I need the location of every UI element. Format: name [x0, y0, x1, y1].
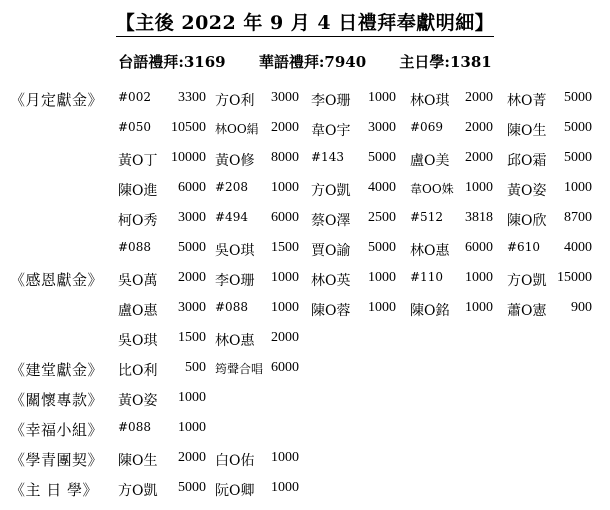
offering-row [0, 476, 610, 506]
donation-amount: 6000 [271, 210, 299, 225]
donation-amount: 10000 [171, 150, 206, 165]
donor-name: 陳O生 [507, 123, 547, 139]
attendance-sunday-school: 主日學:1381 [399, 53, 492, 71]
donation-amount: 10500 [171, 120, 206, 135]
donor-name: 韋OO姝 [410, 182, 454, 196]
donor-name: 黃O姿 [507, 183, 547, 199]
donation-amount: 5000 [564, 150, 592, 165]
donor-name: 林O英 [311, 273, 351, 289]
donor-name: 盧O美 [410, 153, 450, 169]
donor-name: 吳O琪 [215, 243, 255, 259]
attendance-summary [0, 51, 610, 72]
donation-amount: 3000 [178, 300, 206, 315]
donation-amount: 1000 [368, 90, 396, 105]
donation-amount: 2000 [178, 450, 206, 465]
donation-amount: 1000 [271, 300, 299, 315]
donor-name: 邱O霜 [507, 153, 547, 169]
donation-amount: 3000 [368, 120, 396, 135]
donor-name: #143 [311, 150, 344, 164]
donation-amount: 8700 [564, 210, 592, 225]
donation-amount: 1000 [368, 300, 396, 315]
offering-row [0, 266, 610, 296]
donation-amount: 2000 [271, 120, 299, 135]
donation-amount: 4000 [564, 240, 592, 255]
donation-amount: 5000 [564, 90, 592, 105]
donation-amount: 2000 [465, 120, 493, 135]
donation-amount: 900 [571, 300, 592, 315]
donation-amount: 1000 [178, 390, 206, 405]
donor-name: 盧O惠 [118, 303, 158, 319]
report-title [0, 8, 610, 37]
offering-row [0, 326, 610, 356]
donor-name: 陳O生 [118, 453, 158, 469]
donor-name: 吳O萬 [118, 273, 158, 289]
donor-name: 陳O蓉 [311, 303, 351, 319]
donation-amount: 5000 [368, 150, 396, 165]
donation-amount: 2000 [465, 90, 493, 105]
donor-name: 柯O秀 [118, 213, 158, 229]
donation-amount: 1000 [465, 180, 493, 195]
donor-name: 陳O欣 [507, 213, 547, 229]
donor-name: 阮O卿 [215, 483, 255, 499]
donation-amount: 1000 [465, 270, 493, 285]
donation-amount: 500 [185, 360, 206, 375]
donor-name: 林O菁 [507, 93, 547, 109]
donation-amount: 1000 [271, 480, 299, 495]
attendance-mandarin: 華語禮拜:7940 [258, 53, 367, 71]
offering-row [0, 176, 610, 206]
offering-row [0, 296, 610, 326]
offering-row [0, 446, 610, 476]
donor-name: 李O珊 [215, 273, 255, 289]
donation-amount: 3300 [178, 90, 206, 105]
category-label: 《建堂獻金》 [10, 361, 104, 379]
donation-amount: 2000 [465, 150, 493, 165]
offering-row [0, 146, 610, 176]
donor-name: 蕭O憲 [507, 303, 547, 319]
donation-amount: 3818 [465, 210, 493, 225]
donation-amount: 1000 [465, 300, 493, 315]
offering-row [0, 236, 610, 266]
donor-name: 黃O修 [215, 153, 255, 169]
donor-name: #494 [215, 210, 248, 224]
donor-name: 方O利 [215, 93, 255, 109]
donor-name: 黃O姿 [118, 393, 158, 409]
donor-name: 林O琪 [410, 93, 450, 109]
donation-amount: 3000 [271, 90, 299, 105]
donation-amount: 2500 [368, 210, 396, 225]
donor-name: 李O珊 [311, 93, 351, 109]
donor-name: #088 [215, 300, 248, 314]
donation-amount: 1000 [368, 270, 396, 285]
donor-name: #110 [410, 270, 443, 284]
donation-amount: 1000 [271, 180, 299, 195]
donor-name: 蔡O澤 [311, 213, 351, 229]
donation-amount: 1500 [271, 240, 299, 255]
category-label: 《主 日 學》 [10, 481, 99, 499]
donation-amount: 1000 [271, 270, 299, 285]
donor-name: 林OO絹 [215, 122, 259, 136]
donor-name: #050 [118, 120, 151, 134]
donation-amount: 6000 [271, 360, 299, 375]
category-label: 《幸福小組》 [10, 421, 104, 439]
donor-name: 林O惠 [215, 333, 255, 349]
donation-amount: 2000 [178, 270, 206, 285]
offering-list [0, 86, 610, 506]
donor-name: #088 [118, 240, 151, 254]
donation-amount: 2000 [271, 330, 299, 345]
donor-name: 陳O進 [118, 183, 158, 199]
donation-amount: 15000 [557, 270, 592, 285]
category-label: 《感恩獻金》 [10, 271, 104, 289]
category-label: 《關懷專款》 [10, 391, 104, 409]
donation-amount: 1000 [564, 180, 592, 195]
donor-name: 陳O銘 [410, 303, 450, 319]
donor-name: #002 [118, 90, 151, 104]
donor-name: 賈O諭 [311, 243, 351, 259]
donation-amount: 5000 [178, 480, 206, 495]
offering-row [0, 86, 610, 116]
donation-amount: 5000 [178, 240, 206, 255]
category-label: 《月定獻金》 [10, 91, 104, 109]
offering-row [0, 116, 610, 146]
donor-name: 林O惠 [410, 243, 450, 259]
donation-amount: 1000 [271, 450, 299, 465]
offering-row [0, 386, 610, 416]
donor-name: #512 [410, 210, 443, 224]
donation-amount: 1500 [178, 330, 206, 345]
donation-amount: 6000 [465, 240, 493, 255]
donor-name: 筠聲合唱 [215, 362, 264, 376]
donation-amount: 8000 [271, 150, 299, 165]
donor-name: 方O凱 [311, 183, 351, 199]
donation-amount: 6000 [178, 180, 206, 195]
donation-amount: 5000 [564, 120, 592, 135]
donation-amount: 1000 [178, 420, 206, 435]
donation-amount: 5000 [368, 240, 396, 255]
category-label: 《學青團契》 [10, 451, 104, 469]
donor-name: 韋O宇 [311, 123, 351, 139]
attendance-taiwanese: 台語禮拜:3169 [118, 53, 226, 71]
donor-name: 白O佑 [215, 453, 255, 469]
donor-name: #088 [118, 420, 151, 434]
report-title-text: 【主後 2022 年 9 月 4 日禮拜奉獻明細】 [116, 8, 495, 37]
donor-name: #208 [215, 180, 248, 194]
offering-row [0, 356, 610, 386]
donor-name: #610 [507, 240, 540, 254]
donation-amount: 3000 [178, 210, 206, 225]
donor-name: 吳O琪 [118, 333, 158, 349]
offering-row [0, 416, 610, 446]
donation-amount: 4000 [368, 180, 396, 195]
donor-name: #069 [410, 120, 443, 134]
donor-name: 方O凱 [118, 483, 158, 499]
donor-name: 方O凱 [507, 273, 547, 289]
offering-row [0, 206, 610, 236]
donor-name: 比O利 [118, 363, 158, 379]
donor-name: 黃O丁 [118, 153, 158, 169]
